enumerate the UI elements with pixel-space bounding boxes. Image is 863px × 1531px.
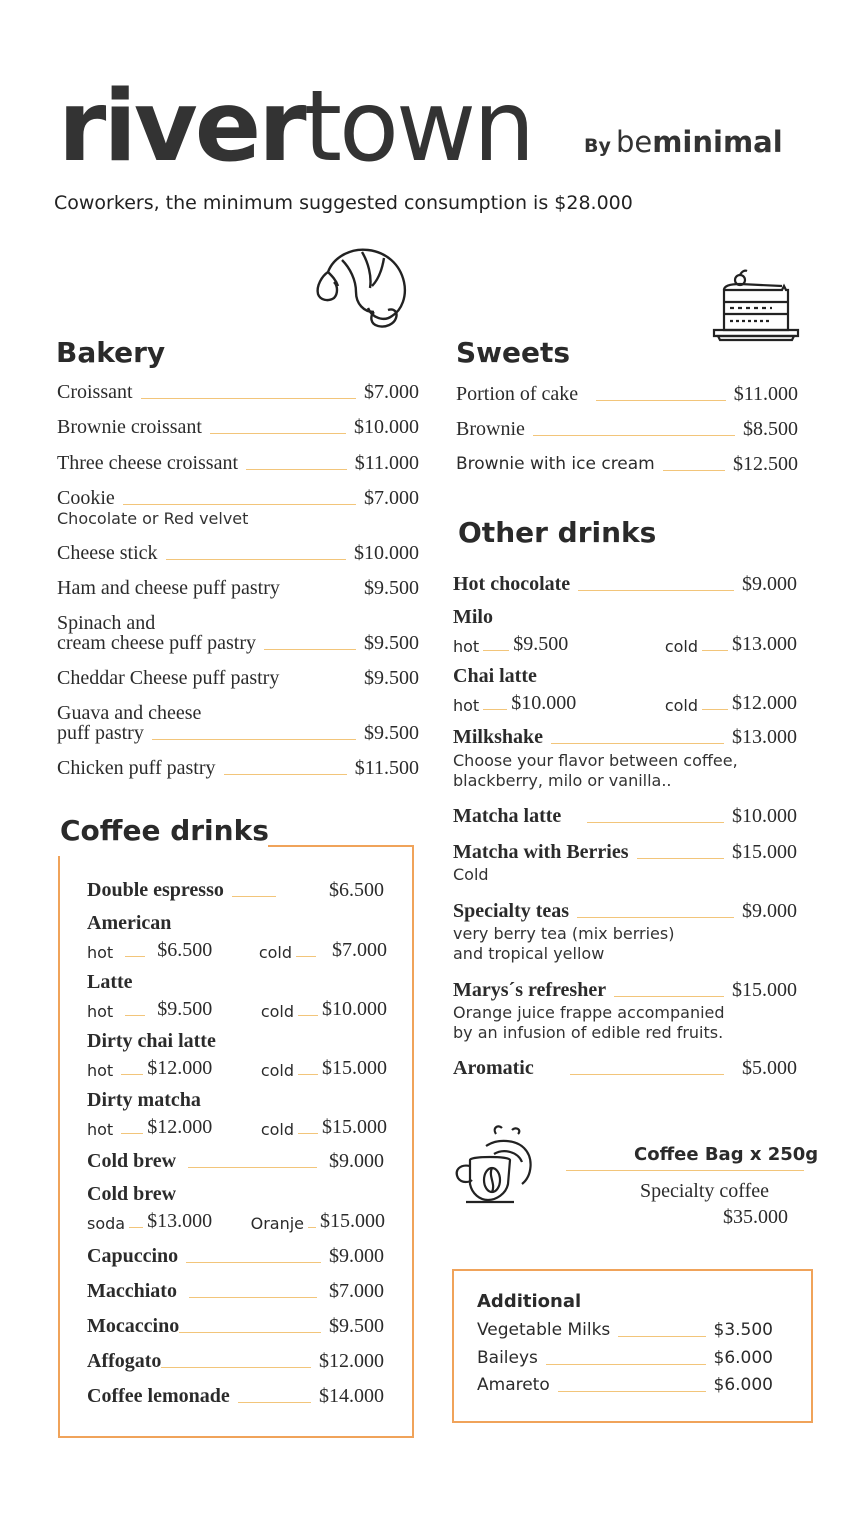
item-name-line: Dirty matcha	[87, 1089, 201, 1111]
croissant-icon	[312, 246, 410, 330]
menu-item: Cookie $7.000	[57, 487, 419, 509]
menu-item: Macchiato $7.000	[87, 1280, 384, 1302]
menu-item: Brownie $8.500	[456, 418, 798, 440]
soda-oranje-row: soda $13.000 Oranje $15.000	[87, 1210, 385, 1233]
coffee-drinks-heading: Coffee drinks	[60, 814, 269, 847]
item-note: very berry tea (mix berries)	[453, 924, 675, 943]
divider	[566, 1170, 804, 1171]
menu-item: Capuccino $9.000	[87, 1245, 384, 1267]
cake-slice-icon	[712, 268, 802, 344]
bakery-heading: Bakery	[56, 336, 166, 369]
sweets-heading: Sweets	[456, 336, 571, 369]
item-name-line: Latte	[87, 971, 133, 993]
hot-cold-row: hot $9.500 cold $10.000	[87, 998, 387, 1021]
item-name-line: American	[87, 912, 172, 934]
item-note: Chocolate or Red velvet	[57, 509, 249, 528]
item-name-line: Spinach and	[57, 612, 156, 634]
menu-item: cream cheese puff pastry $9.500	[57, 632, 419, 654]
menu-item: Ham and cheese puff pastry $9.500	[57, 577, 419, 599]
item-name-line: Dirty chai latte	[87, 1030, 216, 1052]
item-note: Choose your flavor between coffee,	[453, 751, 738, 770]
menu-item: puff pastry $9.500	[57, 722, 419, 744]
menu-item: Milkshake $13.000	[453, 726, 797, 748]
menu-item: Chicken puff pastry $11.500	[57, 757, 419, 779]
menu-item: Affogato $12.000	[87, 1350, 384, 1372]
hot-cold-row: hot $12.000 cold $15.000	[87, 1116, 387, 1139]
item-name-line: Cold brew	[87, 1183, 177, 1205]
coffee-cup-icon	[452, 1124, 542, 1206]
coffee-bag-title: Coffee Bag x 250g	[634, 1144, 819, 1165]
hot-cold-row: hot $12.000 cold $15.000	[87, 1057, 387, 1080]
menu-item: Vegetable Milks $3.500	[477, 1320, 773, 1340]
menu-item: Brownie with ice cream $12.500	[456, 453, 798, 475]
menu-item: Croissant $7.000	[57, 381, 419, 403]
item-note: by an infusion of edible red fruits.	[453, 1023, 724, 1042]
item-name-line: Chai latte	[453, 665, 537, 687]
menu-item: Specialty teas $9.000	[453, 900, 797, 922]
box-top-border	[268, 845, 414, 847]
hot-cold-row: hot $6.500 cold $7.000	[87, 939, 387, 962]
item-note: and tropical yellow	[453, 944, 605, 963]
menu-item: Amareto $6.000	[477, 1375, 773, 1395]
item-note: Cold	[453, 865, 489, 884]
item-name-line: Milo	[453, 606, 493, 628]
brand-byline: By beminimal	[584, 125, 783, 159]
item-note: blackberry, milo or vanilla..	[453, 771, 672, 790]
menu-item: Hot chocolate $9.000	[453, 573, 797, 595]
menu-item: Brownie croissant $10.000	[57, 416, 419, 438]
menu-item: Cheddar Cheese puff pastry $9.500	[57, 667, 419, 689]
menu-item: Aromatic $5.000	[453, 1057, 797, 1079]
menu-item: Coffee lemonade $14.000	[87, 1385, 384, 1407]
coffee-bag-price: $35.000	[723, 1206, 788, 1228]
menu-item: Cheese stick $10.000	[57, 542, 419, 564]
minimum-consumption-note: Coworkers, the minimum suggested consumption is $28.000	[54, 192, 633, 214]
other-drinks-heading: Other drinks	[458, 516, 657, 549]
menu-item: Matcha with Berries $15.000	[453, 841, 797, 863]
coffee-bag-subtitle: Specialty coffee	[640, 1180, 770, 1202]
hot-cold-row: hot $9.500 cold $13.000	[453, 633, 797, 656]
item-name-line: Guava and cheese	[57, 702, 202, 724]
box-bottom-border	[58, 1436, 414, 1438]
menu-item: Mocaccino $9.500	[87, 1315, 384, 1337]
hot-cold-row: hot $10.000 cold $12.000	[453, 692, 797, 715]
menu-item: Three cheese croissant $11.000	[57, 452, 419, 474]
menu-item: Baileys $6.000	[477, 1348, 773, 1368]
menu-item: Cold brew $9.000	[87, 1150, 384, 1172]
box-right-border	[412, 845, 414, 1438]
menu-item: Portion of cake $11.000	[456, 383, 798, 405]
item-note: Orange juice frappe accompanied	[453, 1003, 725, 1022]
menu-item: Matcha latte $10.000	[453, 805, 797, 827]
brand-title: rivertown	[58, 70, 533, 184]
box-left-border	[58, 856, 60, 1438]
menu-item: Marys´s refresher $15.000	[453, 979, 797, 1001]
menu-item: Double espresso $6.500	[87, 879, 384, 901]
additional-heading: Additional	[477, 1291, 582, 1312]
